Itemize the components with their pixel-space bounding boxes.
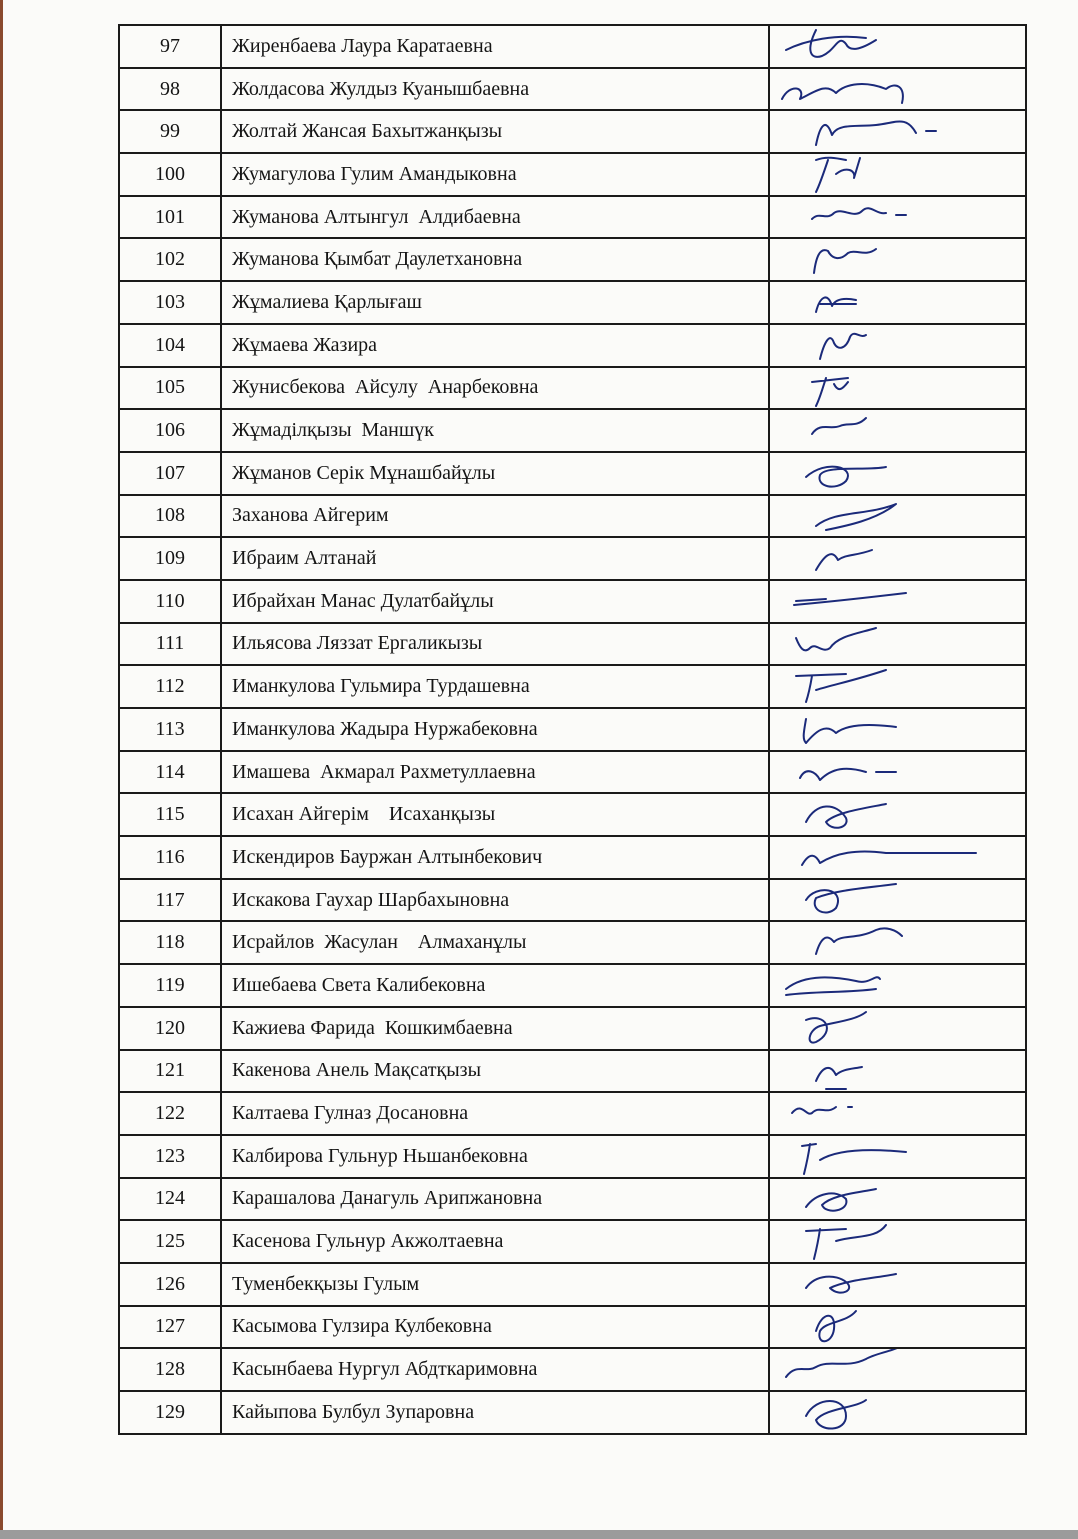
signature-cell [769,1306,1026,1349]
signature-cell [769,1178,1026,1221]
table-row [119,110,1026,153]
row-number: 124 [119,1178,221,1221]
signature-stroke [806,1012,866,1043]
signature-stroke [802,1144,906,1174]
row-number: 98 [119,68,221,111]
row-number: 129 [119,1391,221,1434]
handwritten-signature [776,367,996,410]
signature-stroke [816,1311,856,1341]
handwritten-signature [776,1263,996,1306]
person-name: Кажиева Фарида Кошкимбаевна [221,1007,769,1050]
row-number: 116 [119,836,221,879]
table-row [119,964,1026,1007]
row-number: 119 [119,964,221,1007]
person-name: Ишебаева Света Калибековна [221,964,769,1007]
signature-stroke [782,84,903,103]
row-number: 110 [119,580,221,623]
signature-cell [769,495,1026,538]
signature-stroke [806,1225,886,1259]
handwritten-signature [776,324,996,367]
table-row [119,1391,1026,1434]
person-name: Туменбекқызы Гулым [221,1263,769,1306]
table-row [119,68,1026,111]
table-row [119,708,1026,751]
row-number: 122 [119,1092,221,1135]
signature-cell [769,665,1026,708]
handwritten-signature [776,25,996,68]
handwritten-signature [776,537,996,580]
row-number: 106 [119,409,221,452]
signature-stroke [806,1400,866,1429]
row-number: 123 [119,1135,221,1178]
signature-stroke [786,1348,906,1377]
signature-cell [769,1263,1026,1306]
person-name: Жуманова Алтынгул Алдибаевна [221,196,769,239]
table-row [119,196,1026,239]
handwritten-signature [776,1050,996,1093]
signature-cell [769,964,1026,1007]
signature-stroke [804,719,896,743]
table-row [119,25,1026,68]
row-number: 128 [119,1348,221,1391]
handwritten-signature [776,1135,996,1178]
person-name: Калтаева Гулназ Досановна [221,1092,769,1135]
handwritten-signature [776,1306,996,1349]
handwritten-signature [776,153,996,196]
person-name: Жұмалиева Қарлығаш [221,281,769,324]
signature-stroke [786,977,880,995]
person-name: Карашалова Данагуль Арипжановна [221,1178,769,1221]
handwritten-signature [776,580,996,623]
person-name: Ильясова Ляззат Ергаликызы [221,623,769,666]
person-name: Жұмаділқызы Маншүк [221,409,769,452]
person-name: Ибрайхан Манас Дулатбайұлы [221,580,769,623]
signature-stroke [794,593,906,605]
signature-table [118,24,1027,1435]
handwritten-signature [776,68,996,111]
table-row [119,452,1026,495]
signature-stroke [802,852,976,866]
handwritten-signature [776,110,996,153]
person-name: Жолдасова Жулдыз Куанышбаевна [221,68,769,111]
person-name: Жиренбаева Лаура Каратаевна [221,25,769,68]
person-name: Жолтай Жансая Бахытжанқызы [221,110,769,153]
person-name: Исахан Айгерім Исаханқызы [221,793,769,836]
signature-cell [769,1135,1026,1178]
table-row [119,1050,1026,1093]
row-number: 118 [119,921,221,964]
handwritten-signature [776,409,996,452]
row-number: 104 [119,324,221,367]
handwritten-signature [776,921,996,964]
table-row [119,238,1026,281]
row-number: 120 [119,1007,221,1050]
signature-stroke [820,334,866,359]
signature-stroke [796,670,886,702]
signature-stroke [816,158,860,192]
table-row [119,793,1026,836]
table-row [119,409,1026,452]
signature-cell [769,281,1026,324]
person-name: Искакова Гаухар Шарбахыновна [221,879,769,922]
person-name: Касымова Гулзира Кулбековна [221,1306,769,1349]
handwritten-signature [776,452,996,495]
handwritten-signature [776,751,996,794]
person-name: Жуманова Қымбат Даулетхановна [221,238,769,281]
signature-table-body [119,25,1026,1434]
table-row [119,1135,1026,1178]
row-number: 114 [119,751,221,794]
page-bottom-edge [0,1530,1078,1539]
person-name: Касынбаева Нургул Абдткаримовна [221,1348,769,1391]
person-name: Кайыпова Булбул Зупаровна [221,1391,769,1434]
person-name: Касенова Гульнур Акжолтаевна [221,1220,769,1263]
signature-cell [769,367,1026,410]
table-row [119,367,1026,410]
person-name: Ибраим Алтанай [221,537,769,580]
handwritten-signature [776,238,996,281]
row-number: 100 [119,153,221,196]
handwritten-signature [776,879,996,922]
signature-cell [769,110,1026,153]
signature-cell [769,324,1026,367]
table-row [119,537,1026,580]
table-row [119,153,1026,196]
signature-cell [769,879,1026,922]
row-number: 121 [119,1050,221,1093]
row-number: 101 [119,196,221,239]
row-number: 117 [119,879,221,922]
table-row [119,1007,1026,1050]
table-row [119,751,1026,794]
table-row [119,879,1026,922]
table-row [119,281,1026,324]
table-row [119,1348,1026,1391]
person-name: Иманкулова Гульмира Турдашевна [221,665,769,708]
signature-cell [769,409,1026,452]
row-number: 111 [119,623,221,666]
signature-cell [769,452,1026,495]
person-name: Жұмаева Жазира [221,324,769,367]
handwritten-signature [776,1178,996,1221]
signature-stroke [816,929,902,955]
signature-stroke [806,1189,876,1211]
signature-stroke [816,504,896,530]
signature-stroke [816,1067,862,1089]
signature-stroke [806,1274,896,1293]
signature-stroke [786,30,876,57]
row-number: 113 [119,708,221,751]
signature-cell [769,25,1026,68]
handwritten-signature [776,793,996,836]
table-row [119,665,1026,708]
signature-cell [769,708,1026,751]
signature-stroke [816,298,856,313]
signature-stroke [816,122,936,146]
handwritten-signature [776,1092,996,1135]
handwritten-signature [776,1007,996,1050]
table-row [119,1220,1026,1263]
person-name: Какенова Анель Мақсатқызы [221,1050,769,1093]
signature-stroke [806,466,886,486]
signature-cell [769,68,1026,111]
handwritten-signature [776,708,996,751]
person-name: Имашева Акмарал Рахметуллаевна [221,751,769,794]
signature-stroke [816,550,872,570]
table-row [119,324,1026,367]
signature-stroke [812,418,866,434]
row-number: 109 [119,537,221,580]
row-number: 115 [119,793,221,836]
row-number: 108 [119,495,221,538]
person-name: Жумагулова Гулим Амандыковна [221,153,769,196]
signature-cell [769,1220,1026,1263]
handwritten-signature [776,1348,996,1391]
row-number: 97 [119,25,221,68]
row-number: 127 [119,1306,221,1349]
person-name: Искендиров Бауржан Алтынбекович [221,836,769,879]
handwritten-signature [776,196,996,239]
handwritten-signature [776,281,996,324]
handwritten-signature [776,623,996,666]
signature-cell [769,153,1026,196]
signature-cell [769,537,1026,580]
signature-cell [769,580,1026,623]
row-number: 112 [119,665,221,708]
handwritten-signature [776,495,996,538]
person-name: Иманкулова Жадыра Нуржабековна [221,708,769,751]
person-name: Калбирова Гульнур Ньшанбековна [221,1135,769,1178]
table-row [119,921,1026,964]
signature-stroke [796,628,876,650]
signature-stroke [812,208,906,219]
signature-stroke [814,249,876,273]
table-row [119,623,1026,666]
person-name: Жұманов Серік Мұнашбайұлы [221,452,769,495]
table-row [119,1178,1026,1221]
signature-cell [769,1092,1026,1135]
table-row [119,1306,1026,1349]
signature-cell [769,1348,1026,1391]
table-row [119,495,1026,538]
table-row [119,1092,1026,1135]
row-number: 102 [119,238,221,281]
signature-cell [769,1007,1026,1050]
signature-stroke [806,884,896,913]
table-row [119,580,1026,623]
row-number: 125 [119,1220,221,1263]
signature-cell [769,921,1026,964]
row-number: 99 [119,110,221,153]
row-number: 107 [119,452,221,495]
signature-cell [769,1391,1026,1434]
row-number: 126 [119,1263,221,1306]
signature-cell [769,751,1026,794]
person-name: Исрайлов Жасулан Алмаханұлы [221,921,769,964]
signature-stroke [800,768,896,779]
signature-cell [769,836,1026,879]
handwritten-signature [776,964,996,1007]
handwritten-signature [776,836,996,879]
handwritten-signature [776,665,996,708]
signature-cell [769,793,1026,836]
handwritten-signature [776,1391,996,1434]
table-row [119,1263,1026,1306]
row-number: 103 [119,281,221,324]
signature-cell [769,238,1026,281]
signature-stroke [806,804,886,828]
signature-cell [769,196,1026,239]
table-row [119,836,1026,879]
signature-stroke [812,378,848,406]
handwritten-signature [776,1220,996,1263]
person-name: Жунисбекова Айсулу Анарбековна [221,367,769,410]
signature-cell [769,1050,1026,1093]
signature-stroke [792,1107,852,1114]
row-number: 105 [119,367,221,410]
signature-cell [769,623,1026,666]
person-name: Заханова Айгерим [221,495,769,538]
